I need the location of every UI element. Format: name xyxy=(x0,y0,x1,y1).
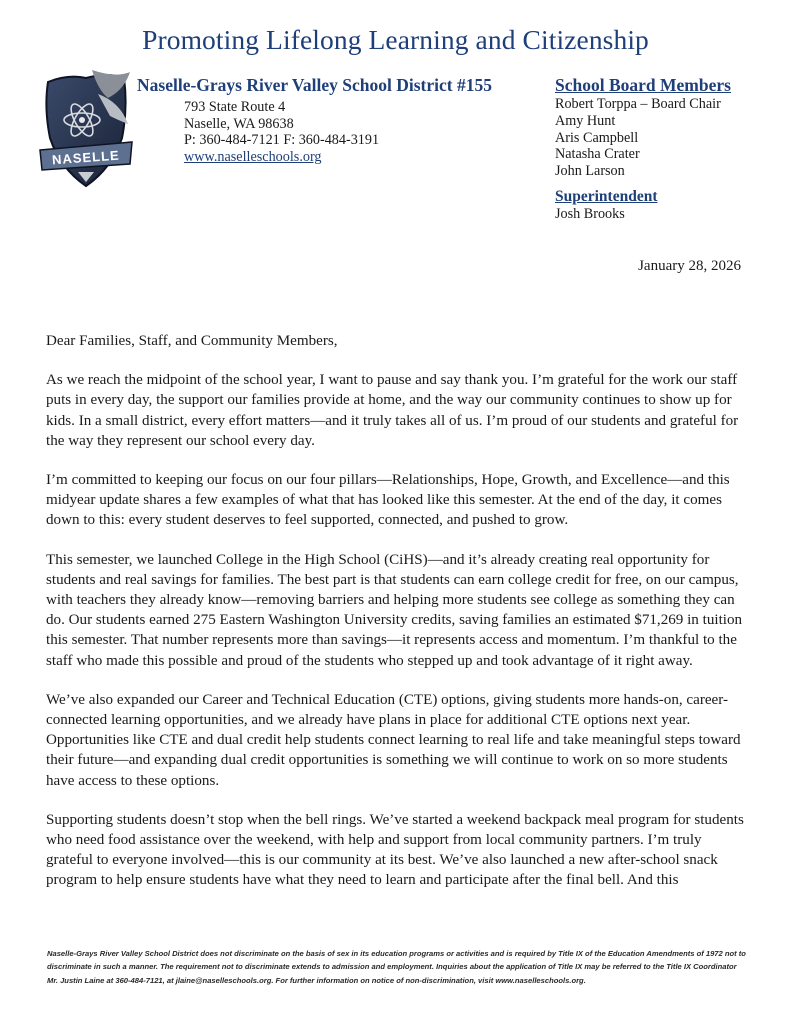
board-title: School Board Members xyxy=(555,75,731,95)
school-board xyxy=(555,75,731,223)
board-member: John Larson xyxy=(555,163,625,180)
address-line-1: 793 State Route 4 xyxy=(184,99,286,115)
website-link[interactable]: www.naselleschools.org xyxy=(184,148,322,165)
board-member-list xyxy=(555,96,731,180)
logo-text: NASELLE xyxy=(51,147,121,168)
letter-paragraph: This semester, we launched College in the High School (CiHS)—and it’s already creating real opportunity for students and real savings for families. The best part is that students can earn college credit for free, on our campus, with teachers they already know—removing barriers and helping more students see college as something they can do. Our students earned 275 Eastern Washington University credits, saving families an estimated $71,269 in tuition this semester. That number represents more than savings—it represents access and momentum. I’m thankful to the staff who made this possible and proud of the students who stepped up and took advantage of it right away. xyxy=(46,551,743,669)
letter-paragraph: As we reach the midpoint of the school year, I want to pause and say thank you. I’m grateful for the work our staff puts in every day, the support our families provide at home, and the way our community continues to show up for kids. In a small district, every effort matters—and it truly takes all of us. I’m proud of our students and grateful for the way they represent our school every day. xyxy=(46,372,739,449)
phone-fax: P: 360-484-7121 F: 360-484-3191 xyxy=(184,132,380,148)
school-logo-icon xyxy=(38,68,134,192)
board-member: Robert Torppa – Board Chair xyxy=(555,96,721,112)
superintendent-name: Josh Brooks xyxy=(555,205,625,222)
letter-paragraph: We’ve also expanded our Career and Technical Education (CTE) options, giving students more hands-on, career-connected learning opportunities, and we already have plans in place for additional CTE options next year. Opportunities like CTE and dual credit help students connect learning to real life and take meaningful steps toward their future—and expanding dual credit opportunities is something we will continue to work on so more students have access to these options. xyxy=(46,691,741,789)
superintendent-title: Superintendent xyxy=(555,187,658,205)
district-address xyxy=(184,99,492,165)
letter-body xyxy=(46,331,746,910)
non-discrimination-notice: Naselle-Grays River Valley School District does not discriminate on the basis of sex in its education programs or activities and is required by Title IX of the Education Amendments of 1972 not to discriminate in such a manner. The requirement not to discriminate extends to admission and employment. Inquiries about the application of Title IX may be referred to the Title IX Coordinator Mr. Justin Laine at 360-484-7121, at jlaine@naselleschools.org. For further information on notice of non-discrimination, visit www.naselleschools.org. xyxy=(47,949,746,985)
letter-paragraph: I’m committed to keeping our focus on our four pillars—Relationships, Hope, Growth, and Excellence—and this midyear update shares a few examples of what that has looked like this semester. At the end of the day, it comes down to this: every student deserves to feel supported, connected, and pushed to grow. xyxy=(46,472,730,529)
board-member: Aris Campbell xyxy=(555,129,639,146)
letter-date: January 28, 2026 xyxy=(638,258,741,274)
district-name: Naselle-Grays River Valley School District #155 xyxy=(137,75,492,95)
board-member: Amy Hunt xyxy=(555,112,616,129)
board-member: Natasha Crater xyxy=(555,146,640,163)
page-motto: Promoting Lifelong Learning and Citizenship xyxy=(142,24,649,55)
address-line-2: Naselle, WA 98638 xyxy=(184,115,294,132)
letter-paragraph: Supporting students doesn’t stop when the bell rings. We’ve started a weekend backpack meal program for students who need food assistance over the weekend, with help and support from local community partners. I’m truly grateful to everyone involved—this is our community at its best. We’ve also launched a new after-school snack program to help ensure students have what they need to learn and participate after the final bell. And this xyxy=(46,811,744,889)
district-info xyxy=(137,75,492,165)
salutation: Dear Families, Staff, and Community Members, xyxy=(46,333,338,349)
